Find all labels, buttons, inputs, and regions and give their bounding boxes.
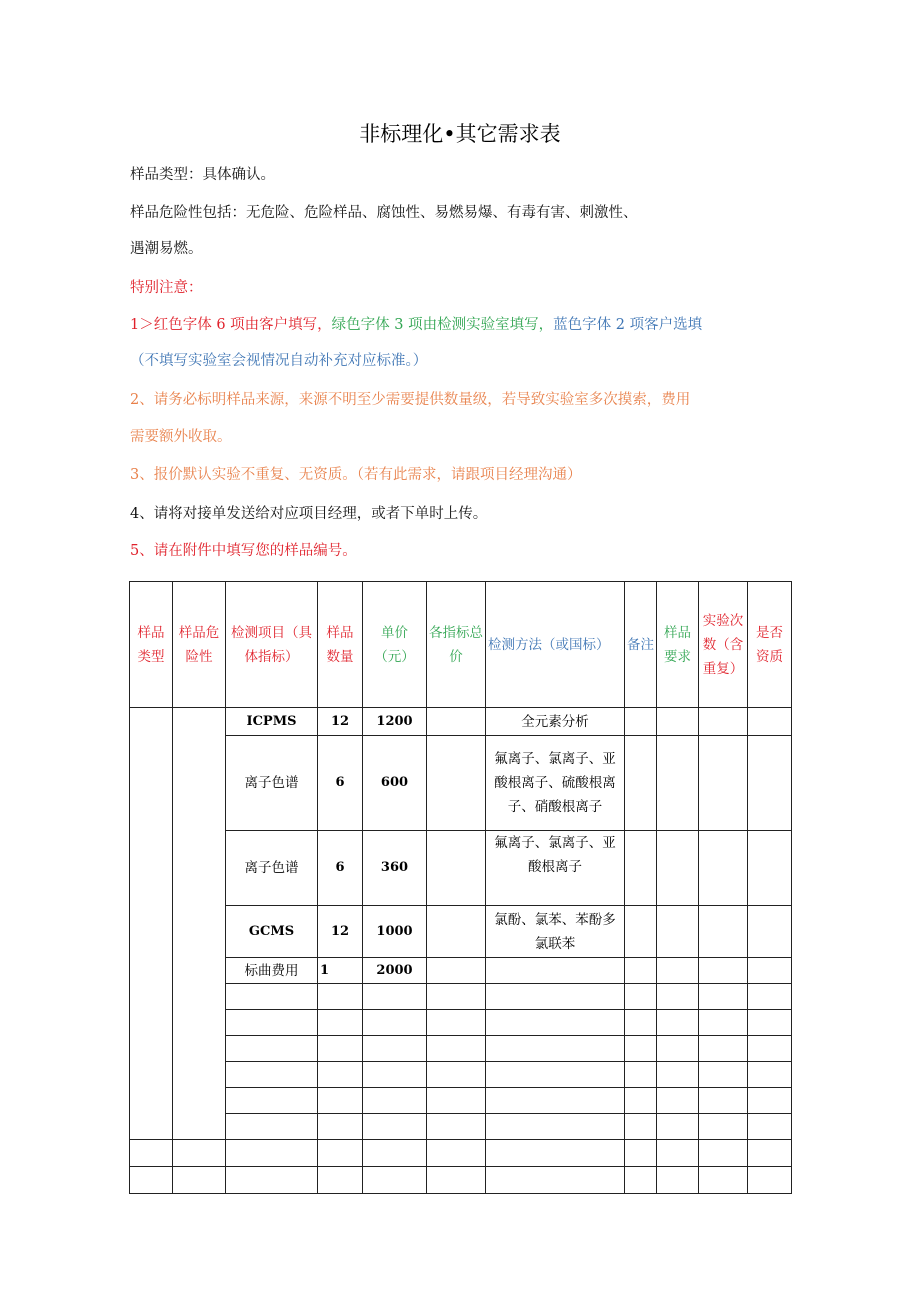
empty-cell[interactable] (657, 1088, 699, 1114)
empty-cell[interactable] (226, 1140, 318, 1167)
row-item: 标曲费用 (226, 958, 318, 984)
row-req[interactable] (657, 708, 699, 736)
empty-cell[interactable] (699, 1010, 748, 1036)
header-qualification: 是否资质 (748, 582, 792, 708)
empty-cell[interactable] (625, 1010, 657, 1036)
empty-cell[interactable] (427, 1010, 486, 1036)
empty-cell[interactable] (657, 1114, 699, 1140)
row-count: 6 (318, 736, 363, 831)
note-4: 4、请将对接单发送给对应项目经理，或者下单时上传。 (130, 506, 488, 522)
empty-cell[interactable] (173, 1167, 226, 1194)
empty-row (130, 1114, 792, 1140)
empty-cell[interactable] (657, 984, 699, 1010)
note-2-cont: 需要额外收取。 (130, 429, 232, 445)
empty-cell[interactable] (226, 1036, 318, 1062)
row-remark[interactable] (625, 831, 657, 906)
empty-cell[interactable] (363, 1088, 427, 1114)
empty-cell[interactable] (226, 984, 318, 1010)
empty-cell[interactable] (657, 1140, 699, 1167)
table-row (130, 958, 792, 984)
empty-cell[interactable] (625, 1062, 657, 1088)
row-remark[interactable] (625, 736, 657, 831)
empty-cell[interactable] (625, 1167, 657, 1194)
empty-cell[interactable] (363, 1140, 427, 1167)
header-remark: 备注 (625, 582, 657, 708)
empty-cell[interactable] (486, 1114, 625, 1140)
row-total[interactable] (427, 736, 486, 831)
table-row (130, 708, 792, 736)
row-times[interactable] (699, 831, 748, 906)
empty-row (130, 1140, 792, 1167)
page-title: 非标理化•其它需求表 (359, 122, 561, 146)
empty-cell[interactable] (363, 1010, 427, 1036)
note-3: 3、报价默认实验不重复、无资质。（若有此需求，请跟项目经理沟通） (130, 467, 582, 483)
empty-cell[interactable] (427, 984, 486, 1010)
empty-cell[interactable] (427, 1036, 486, 1062)
row-price: 360 (363, 831, 427, 906)
header-sample-req: 样品要求 (657, 582, 699, 708)
row-req[interactable] (657, 958, 699, 984)
empty-cell[interactable] (699, 1167, 748, 1194)
empty-cell[interactable] (486, 1010, 625, 1036)
empty-cell[interactable] (625, 1036, 657, 1062)
row-price: 600 (363, 736, 427, 831)
empty-cell[interactable] (427, 1167, 486, 1194)
table-row (130, 906, 792, 958)
empty-cell[interactable] (427, 1140, 486, 1167)
row-total[interactable] (427, 958, 486, 984)
row-qual[interactable] (748, 736, 792, 831)
row-remark[interactable] (625, 906, 657, 958)
empty-row (130, 1062, 792, 1088)
empty-row (130, 984, 792, 1010)
empty-cell[interactable] (486, 1062, 625, 1088)
empty-cell[interactable] (748, 1140, 792, 1167)
empty-cell[interactable] (486, 1036, 625, 1062)
header-sample-type: 样品类型 (130, 582, 173, 708)
header-times: 实验次数（含重复） (699, 582, 748, 708)
table-header-row (130, 582, 792, 708)
empty-cell[interactable] (427, 1088, 486, 1114)
row-item: 离子色谱 (226, 831, 318, 906)
empty-cell[interactable] (363, 1036, 427, 1062)
header-total: 各指标总价 (427, 582, 486, 708)
note-1 (130, 313, 702, 334)
empty-cell[interactable] (130, 1167, 173, 1194)
header-item: 检测项目（具体指标） (226, 582, 318, 708)
row-total[interactable] (427, 906, 486, 958)
empty-cell[interactable] (699, 1036, 748, 1062)
empty-cell[interactable] (748, 1036, 792, 1062)
empty-cell[interactable] (363, 1167, 427, 1194)
empty-cell[interactable] (699, 984, 748, 1010)
empty-row (130, 1010, 792, 1036)
row-item: ICPMS (226, 708, 318, 736)
hazard-cell[interactable] (173, 708, 226, 1140)
row-remark[interactable] (625, 958, 657, 984)
row-qual[interactable] (748, 831, 792, 906)
empty-cell[interactable] (318, 1167, 363, 1194)
empty-cell[interactable] (625, 984, 657, 1010)
empty-cell[interactable] (318, 1010, 363, 1036)
row-price: 1200 (363, 708, 427, 736)
empty-cell[interactable] (486, 1088, 625, 1114)
header-unit-price: 单价（元） (363, 582, 427, 708)
row-count: 12 (318, 906, 363, 958)
row-req[interactable] (657, 906, 699, 958)
empty-cell[interactable] (226, 1114, 318, 1140)
empty-cell[interactable] (318, 1114, 363, 1140)
sample-type-line: 样品类型：具体确认。 (130, 167, 275, 183)
row-item: GCMS (226, 906, 318, 958)
row-qual[interactable] (748, 958, 792, 984)
row-item: 离子色谱 (226, 736, 318, 831)
row-times[interactable] (699, 906, 748, 958)
empty-cell[interactable] (226, 1088, 318, 1114)
requirements-table (129, 581, 792, 1194)
sample-type-cell[interactable] (130, 708, 173, 1140)
empty-cell[interactable] (657, 1167, 699, 1194)
empty-cell[interactable] (427, 1114, 486, 1140)
row-remark[interactable] (625, 708, 657, 736)
empty-cell[interactable] (699, 1140, 748, 1167)
empty-cell[interactable] (318, 1036, 363, 1062)
note-1-green: 绿色字体 3 项由检测实验室填写， (331, 317, 554, 333)
empty-cell[interactable] (657, 1062, 699, 1088)
row-req[interactable] (657, 831, 699, 906)
header-count: 样品数量 (318, 582, 363, 708)
empty-cell[interactable] (699, 1088, 748, 1114)
header-hazard: 样品危险性 (173, 582, 226, 708)
row-count: 1 (318, 958, 363, 984)
note-1-blue: 蓝色字体 2 项客户选填 (553, 317, 703, 333)
empty-cell[interactable] (486, 984, 625, 1010)
empty-cell[interactable] (226, 1062, 318, 1088)
row-qual[interactable] (748, 906, 792, 958)
empty-cell[interactable] (226, 1167, 318, 1194)
row-price: 1000 (363, 906, 427, 958)
empty-cell[interactable] (173, 1140, 226, 1167)
empty-row (130, 1167, 792, 1194)
empty-cell[interactable] (625, 1114, 657, 1140)
note-1-red: 1＞红色字体 6 项由客户填写， (130, 317, 332, 333)
empty-cell[interactable] (699, 1114, 748, 1140)
row-times[interactable] (699, 708, 748, 736)
empty-cell[interactable] (318, 984, 363, 1010)
empty-cell[interactable] (748, 1088, 792, 1114)
row-method: 全元素分析 (486, 708, 625, 736)
row-method: 氯酚、氯苯、苯酚多氯联苯 (486, 906, 625, 958)
empty-cell[interactable] (748, 1062, 792, 1088)
row-total[interactable] (427, 708, 486, 736)
empty-cell[interactable] (748, 1167, 792, 1194)
empty-row (130, 1088, 792, 1114)
row-times[interactable] (699, 958, 748, 984)
empty-row (130, 1036, 792, 1062)
row-method: 氟离子、氯离子、亚酸根离子 (486, 831, 625, 906)
empty-cell[interactable] (657, 1036, 699, 1062)
row-req[interactable] (657, 736, 699, 831)
row-count: 12 (318, 708, 363, 736)
empty-cell[interactable] (748, 1010, 792, 1036)
empty-cell[interactable] (318, 1140, 363, 1167)
row-total[interactable] (427, 831, 486, 906)
row-times[interactable] (699, 736, 748, 831)
note-2: 2、请务必标明样品来源，来源不明至少需要提供数量级，若导致实验室多次摸索，费用 (130, 392, 691, 408)
empty-cell[interactable] (625, 1088, 657, 1114)
empty-cell[interactable] (226, 1010, 318, 1036)
row-count: 6 (318, 831, 363, 906)
row-method: 氟离子、氯离子、亚酸根离子、硫酸根离子、硝酸根离子 (486, 736, 625, 831)
empty-cell[interactable] (318, 1062, 363, 1088)
row-qual[interactable] (748, 708, 792, 736)
row-price: 2000 (363, 958, 427, 984)
note-5: 5、请在附件中填写您的样品编号。 (130, 543, 357, 559)
empty-cell[interactable] (657, 1010, 699, 1036)
empty-cell[interactable] (130, 1140, 173, 1167)
empty-cell[interactable] (625, 1140, 657, 1167)
table-row (130, 831, 792, 906)
row-method (486, 958, 625, 984)
empty-cell[interactable] (363, 1114, 427, 1140)
empty-cell[interactable] (363, 984, 427, 1010)
empty-cell[interactable] (427, 1062, 486, 1088)
notice-heading: 特别注意： (130, 280, 203, 296)
empty-cell[interactable] (699, 1062, 748, 1088)
empty-cell[interactable] (748, 984, 792, 1010)
empty-cell[interactable] (486, 1167, 625, 1194)
empty-cell[interactable] (318, 1088, 363, 1114)
hazard-line: 样品危险性包括：无危险、危险样品、腐蚀性、易燃易爆、有毒有害、刺激性、 (130, 205, 638, 221)
empty-cell[interactable] (486, 1140, 625, 1167)
empty-cell[interactable] (363, 1062, 427, 1088)
table-row (130, 736, 792, 831)
hazard-line-cont: 遇潮易燃。 (130, 241, 203, 257)
note-1-cont: （不填写实验室会视情况自动补充对应标准。） (130, 353, 428, 369)
header-method: 检测方法（或国标） (486, 582, 625, 708)
empty-cell[interactable] (748, 1114, 792, 1140)
